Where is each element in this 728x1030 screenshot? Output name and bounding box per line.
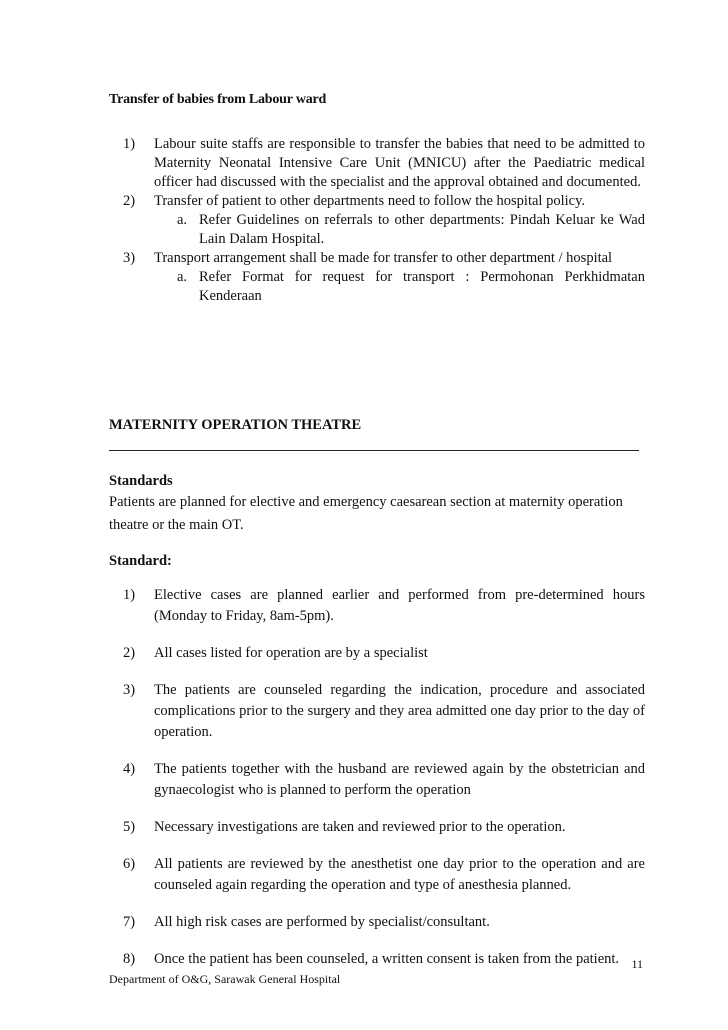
list-item [109,759,645,801]
list-item [109,249,645,268]
list-number: 1) [123,587,136,603]
list-text: Once the patient has been counseled, a written consent is taken from the patient. [154,951,620,967]
sub-list-text: Refer Format for request for transport : Permohonan Perkhidmatan Kenderaan [199,269,645,304]
list-text: The patients together with the husband are reviewed again by the obstetrician and gynaecologist who is planned to perform the operation [154,761,645,798]
list-item [109,585,645,627]
list-item [109,949,645,970]
page-number: 11 [631,957,643,971]
list-item [109,817,645,838]
transfer-list [109,135,645,306]
sub-list-item [109,268,645,306]
list-text: All patients are reviewed by the anesthetist one day prior to the operation and are counseled again regarding the operation and type of anesthesia planned. [154,856,645,893]
standards-heading: Standards [109,473,173,489]
list-text: Necessary investigations are taken and reviewed prior to the operation. [154,819,566,835]
list-number: 2) [123,193,136,209]
list-item [109,643,645,664]
list-number: 1) [123,136,136,152]
page-footer: Department of O&G, Sarawak General Hospital [109,972,341,986]
list-text: Transfer of patient to other departments need to follow the hospital policy. [154,193,586,209]
list-item [109,192,645,211]
list-number: 2) [123,645,136,661]
list-text: All high risk cases are performed by specialist/consultant. [154,914,490,930]
list-item [109,912,645,933]
list-text: All cases listed for operation are by a specialist [154,645,428,661]
list-number: 8) [123,951,136,967]
section-title-maternity-ot: MATERNITY OPERATION THEATRE [109,417,362,433]
list-number: 6) [123,856,136,872]
list-number: 4) [123,761,136,777]
document-page [109,0,645,1030]
list-text: Labour suite staffs are responsible to transfer the babies that need to be admitted to Maternity Neonatal Intensive Care Unit (MNICU) after the Paediatric medical officer had discussed with the specialist and the approval obtained and documented. [154,136,645,190]
list-item [109,135,645,192]
list-text: The patients are counseled regarding the indication, procedure and associated complications prior to the surgery and they area admitted one day prior to the day of operation. [154,682,645,740]
standards-paragraph: Patients are planned for elective and emergency caesarean section at maternity operation theatre or the main OT. [109,494,623,533]
list-number: 3) [123,250,136,266]
sub-list-item [109,211,645,249]
standard-heading: Standard: [109,553,172,569]
section-divider [109,450,639,451]
sub-list-letter: a. [177,269,188,285]
list-number: 3) [123,682,136,698]
sub-list-letter: a. [177,212,188,228]
list-item [109,680,645,743]
sub-list-text: Refer Guidelines on referrals to other departments: Pindah Keluar ke Wad Lain Dalam Hospital. [199,212,645,247]
list-number: 7) [123,914,136,930]
standard-list [109,585,645,986]
section-title-transfer: Transfer of babies from Labour ward [109,92,327,107]
list-number: 5) [123,819,136,835]
list-text: Elective cases are planned earlier and performed from pre-determined hours (Monday to Friday, 8am-5pm). [154,587,645,624]
list-text: Transport arrangement shall be made for transfer to other department / hospital [154,250,613,266]
list-item [109,854,645,896]
